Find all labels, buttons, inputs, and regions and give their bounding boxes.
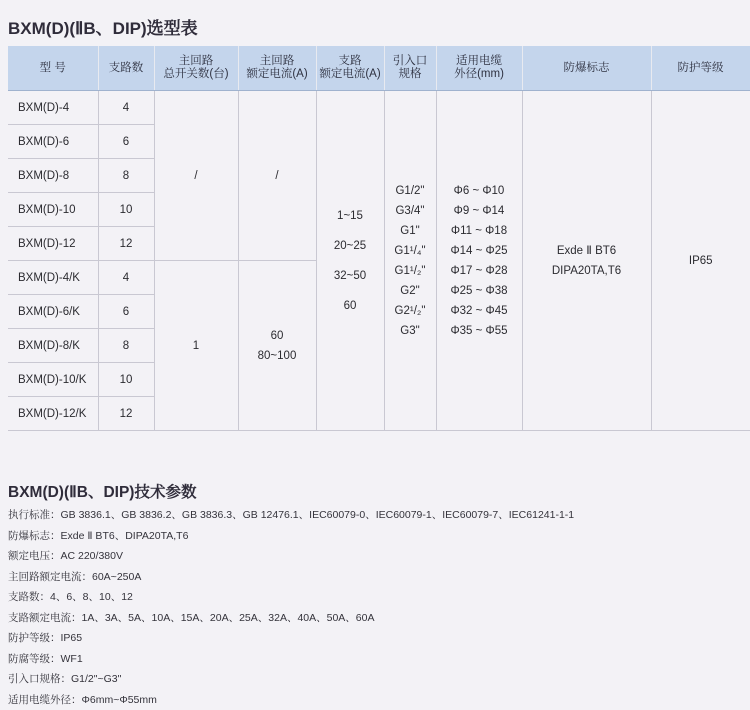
ex-mark-line: DIPA20TA,T6 (523, 261, 651, 281)
header-cell: 支路数 (98, 46, 154, 91)
branches-cell: 12 (98, 397, 154, 431)
branches-cell: 6 (98, 295, 154, 329)
ex-mark-list (523, 241, 651, 281)
inlet-value: G1¹/₄" (385, 241, 436, 261)
ex-mark-cell (522, 91, 651, 431)
inlet-value: G3/4" (385, 201, 436, 221)
main-switch-cell: 1 (154, 261, 238, 431)
tech-title: BXM(D)(ⅡB、DIP)技术参数 (8, 480, 196, 502)
tech-param: 支路数：4、6、8、10、12 (8, 587, 574, 608)
model-cell: BXM(D)-8 (8, 159, 98, 193)
cable-od-value: Φ35 ~ Φ55 (437, 321, 522, 341)
inlet-value: G1" (385, 221, 436, 241)
cable-od-value: Φ11 ~ Φ18 (437, 221, 522, 241)
tech-param: 额定电压：AC 220/380V (8, 546, 574, 567)
main-current-list (239, 326, 316, 366)
page-title: BXM(D)(ⅡB、DIP)选型表 (8, 14, 198, 39)
cable-od-value: Φ6 ~ Φ10 (437, 181, 522, 201)
tech-params-list (8, 505, 574, 710)
ex-mark-line: Exde Ⅱ BT6 (523, 241, 651, 261)
branches-cell: 6 (98, 125, 154, 159)
branch-current-value: 1~15 (317, 206, 384, 226)
branches-cell: 10 (98, 363, 154, 397)
inlet-cell (384, 91, 436, 431)
main-current-cell (238, 261, 316, 431)
branches-cell: 10 (98, 193, 154, 227)
branches-cell: 8 (98, 159, 154, 193)
branch-current-cell (316, 91, 384, 431)
tech-param: 主回路额定电流：60A~250A (8, 567, 574, 588)
cable-od-value: Φ14 ~ Φ25 (437, 241, 522, 261)
tech-param: 引入口规格：G1/2"~G3" (8, 669, 574, 690)
inlet-value: G3" (385, 321, 436, 341)
model-cell: BXM(D)-10 (8, 193, 98, 227)
branch-current-list (317, 206, 384, 316)
header-cell: 型 号 (8, 46, 98, 91)
model-cell: BXM(D)-10/K (8, 363, 98, 397)
cable-od-cell (436, 91, 522, 431)
cable-od-value: Φ9 ~ Φ14 (437, 201, 522, 221)
cable-od-list (437, 181, 522, 341)
header-cell: 防爆标志 (522, 46, 651, 91)
main-switch-cell: / (154, 91, 238, 261)
header-cell: 适用电缆 外径(mm) (436, 46, 522, 91)
tech-param: 防爆标志：Exde Ⅱ BT6、DIPA20TA,T6 (8, 526, 574, 547)
model-cell: BXM(D)-12/K (8, 397, 98, 431)
model-cell: BXM(D)-4/K (8, 261, 98, 295)
branches-cell: 4 (98, 91, 154, 125)
header-row (8, 46, 750, 91)
model-cell: BXM(D)-6/K (8, 295, 98, 329)
model-cell: BXM(D)-4 (8, 91, 98, 125)
model-cell: BXM(D)-6 (8, 125, 98, 159)
branch-current-value: 20~25 (317, 236, 384, 256)
branch-current-value: 32~50 (317, 266, 384, 286)
cable-od-value: Φ32 ~ Φ45 (437, 301, 522, 321)
inlet-list (385, 181, 436, 341)
inlet-value: G1/2" (385, 181, 436, 201)
branches-cell: 12 (98, 227, 154, 261)
protection-cell: IP65 (651, 91, 750, 431)
header-cell: 引入口 规格 (384, 46, 436, 91)
inlet-value: G2¹/₂" (385, 301, 436, 321)
tech-param: 适用电缆外径：Φ6mm~Φ55mm (8, 690, 574, 710)
header-cell: 防护等级 (651, 46, 750, 91)
tech-param: 支路额定电流：1A、3A、5A、10A、15A、20A、25A、32A、40A、50A、60A (8, 608, 574, 629)
header-cell: 支路 额定电流(A) (316, 46, 384, 91)
branch-current-value: 60 (317, 296, 384, 316)
table-row (8, 91, 750, 125)
branches-cell: 4 (98, 261, 154, 295)
inlet-value: G2" (385, 281, 436, 301)
branches-cell: 8 (98, 329, 154, 363)
model-cell: BXM(D)-8/K (8, 329, 98, 363)
tech-param: 防护等级：IP65 (8, 628, 574, 649)
selection-table (8, 46, 750, 431)
header-cell: 主回路 总开关数(台) (154, 46, 238, 91)
tech-param: 执行标准：GB 3836.1、GB 3836.2、GB 3836.3、GB 12476.1、IEC60079-0、IEC60079-1、IEC60079-7、IEC61241-1-1 (8, 505, 574, 526)
main-current-value: 80~100 (239, 346, 316, 366)
inlet-value: G1¹/₂" (385, 261, 436, 281)
model-cell: BXM(D)-12 (8, 227, 98, 261)
tech-param: 防腐等级：WF1 (8, 649, 574, 670)
main-current-value: 60 (239, 326, 316, 346)
main-current-cell: / (238, 91, 316, 261)
cable-od-value: Φ25 ~ Φ38 (437, 281, 522, 301)
header-cell: 主回路 额定电流(A) (238, 46, 316, 91)
cable-od-value: Φ17 ~ Φ28 (437, 261, 522, 281)
